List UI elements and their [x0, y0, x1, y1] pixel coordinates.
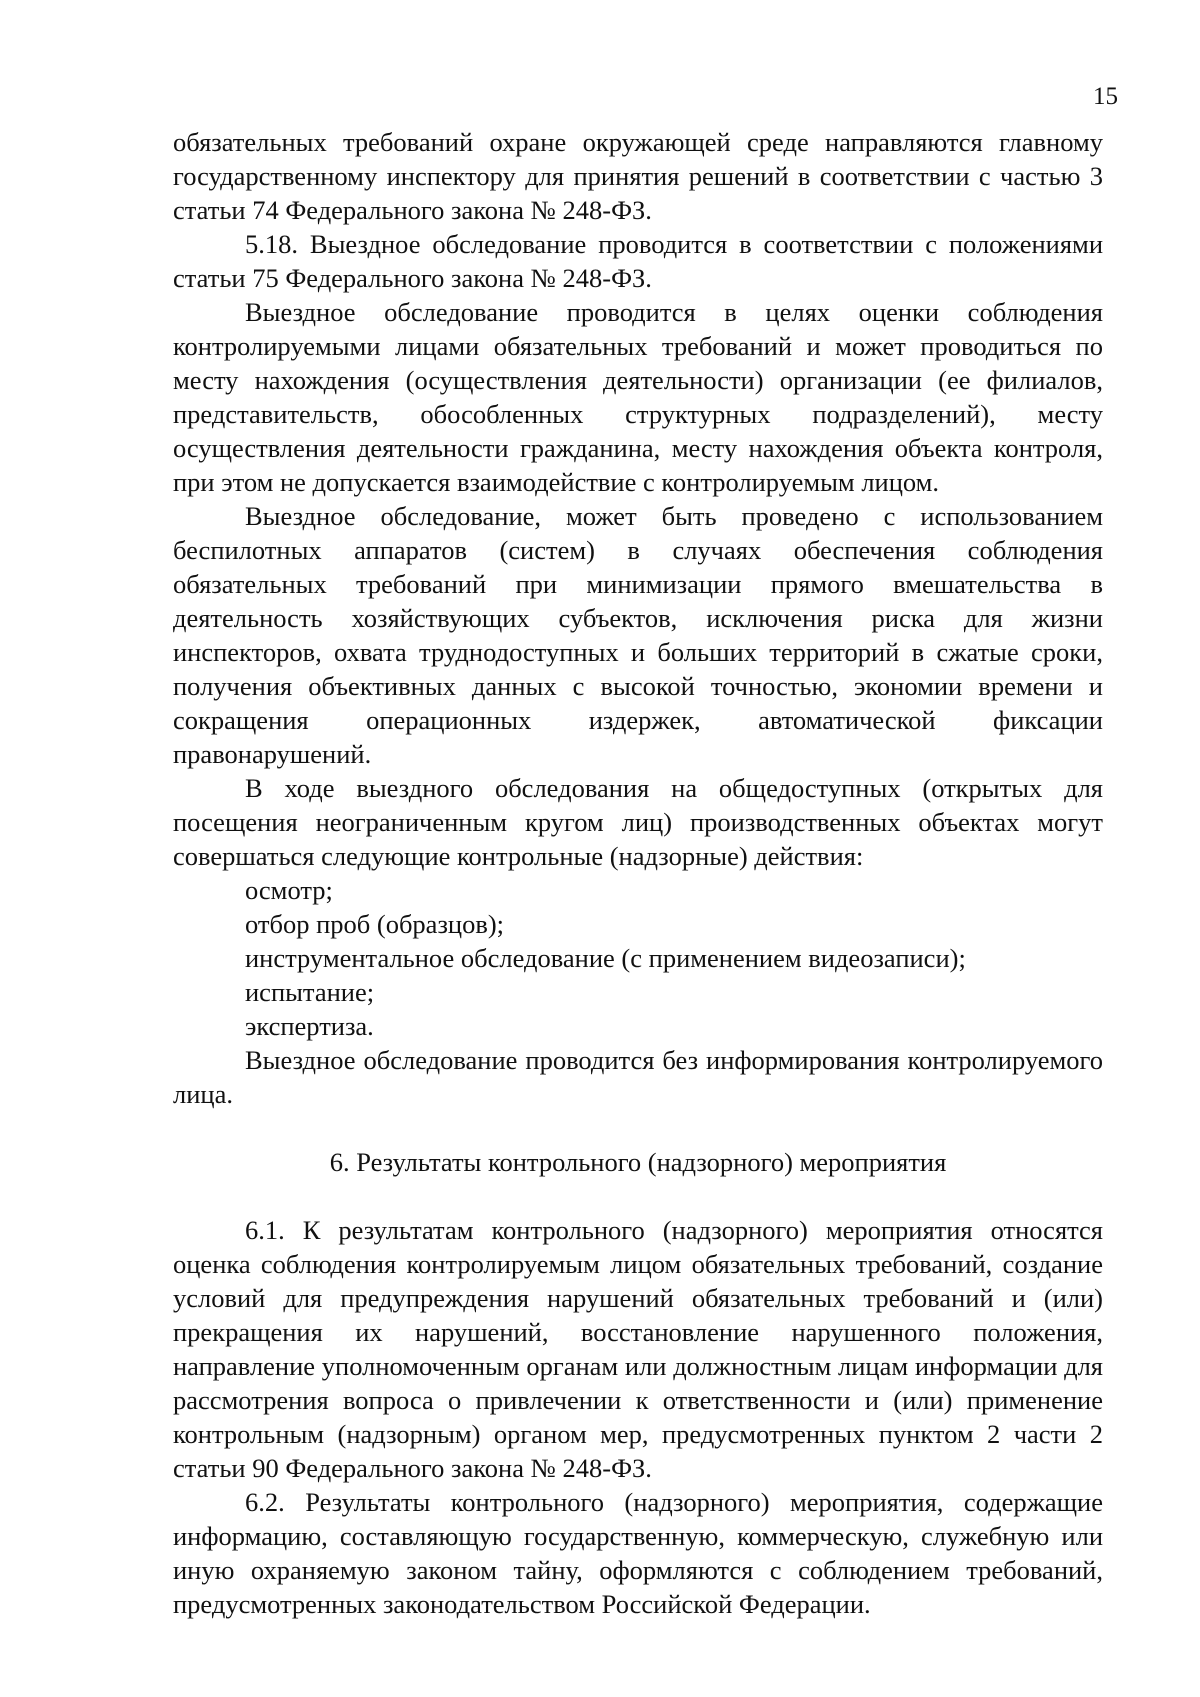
- document-body: [173, 125, 1103, 1621]
- section-heading: 6. Результаты контрольного (надзорного) мероприятия: [329, 1147, 947, 1177]
- paragraph-continuation: обязательных требований охране окружающей среде направляются главному государственному инспектору для принятия решений в соответствии с частью 3 статьи 74 Федерального закона № 248-ФЗ.: [173, 127, 1103, 225]
- list-item: экспертиза.: [245, 1011, 374, 1041]
- paragraph-5-18: 5.18. Выездное обследование проводится в соответствии с положениями статьи 75 Федерального закона № 248-ФЗ.: [173, 229, 1103, 293]
- paragraph-drones: Выездное обследование, может быть проведено с использованием беспилотных аппаратов (систем) в случаях обеспечения соблюдения обязательных требований при минимизации прямого вмешательства в деятельность хозяйствующих субъектов, исключения риска для жизни инспекторов, охвата труднодоступных и больших территорий в сжатые сроки, получения объективных данных с высокой точностью, экономии времени и сокращения операционных издержек, автоматической фиксации правонарушений.: [173, 501, 1103, 769]
- paragraph-purpose: Выездное обследование проводится в целях оценки соблюдения контролируемыми лицами обязательных требований и может проводиться по месту нахождения (осуществления деятельности) организации (ее филиалов, представительств, обособленных структурных подразделений), месту осуществления деятельности гражданина, месту нахождения объекта контроля, при этом не допускается взаимодействие с контролируемым лицом.: [173, 297, 1103, 497]
- list-item: инструментальное обследование (с применением видеозаписи);: [245, 943, 966, 973]
- paragraph-6-1: 6.1. К результатам контрольного (надзорного) мероприятия относятся оценка соблюдения контролируемым лицом обязательных требований, создание условий для предупреждения нарушений обязательных требований и (или) прекращения их нарушений, восстановление нарушенного положения, направление уполномоченным органам или должностным лицам информации для рассмотрения вопроса о привлечении к ответственности и (или) применение контрольным (надзорным) органом мер, предусмотренных пунктом 2 части 2 статьи 90 Федерального закона № 248-ФЗ.: [173, 1215, 1103, 1483]
- list-item: осмотр;: [245, 875, 333, 905]
- list-item: испытание;: [245, 977, 375, 1007]
- paragraph-no-notice: Выездное обследование проводится без информирования контролируемого лица.: [173, 1045, 1103, 1109]
- page-number: 15: [1093, 83, 1118, 110]
- list-item: отбор проб (образцов);: [245, 909, 505, 939]
- paragraph-6-2: 6.2. Результаты контрольного (надзорного) мероприятия, содержащие информацию, составляющую государственную, коммерческую, служебную или иную охраняемую законом тайну, оформляются с соблюдением требований, предусмотренных законодательством Российской Федерации.: [173, 1487, 1103, 1619]
- paragraph-actions-intro: В ходе выездного обследования на общедоступных (открытых для посещения неограниченным кругом лиц) производственных объектах могут совершаться следующие контрольные (надзорные) действия:: [173, 773, 1103, 871]
